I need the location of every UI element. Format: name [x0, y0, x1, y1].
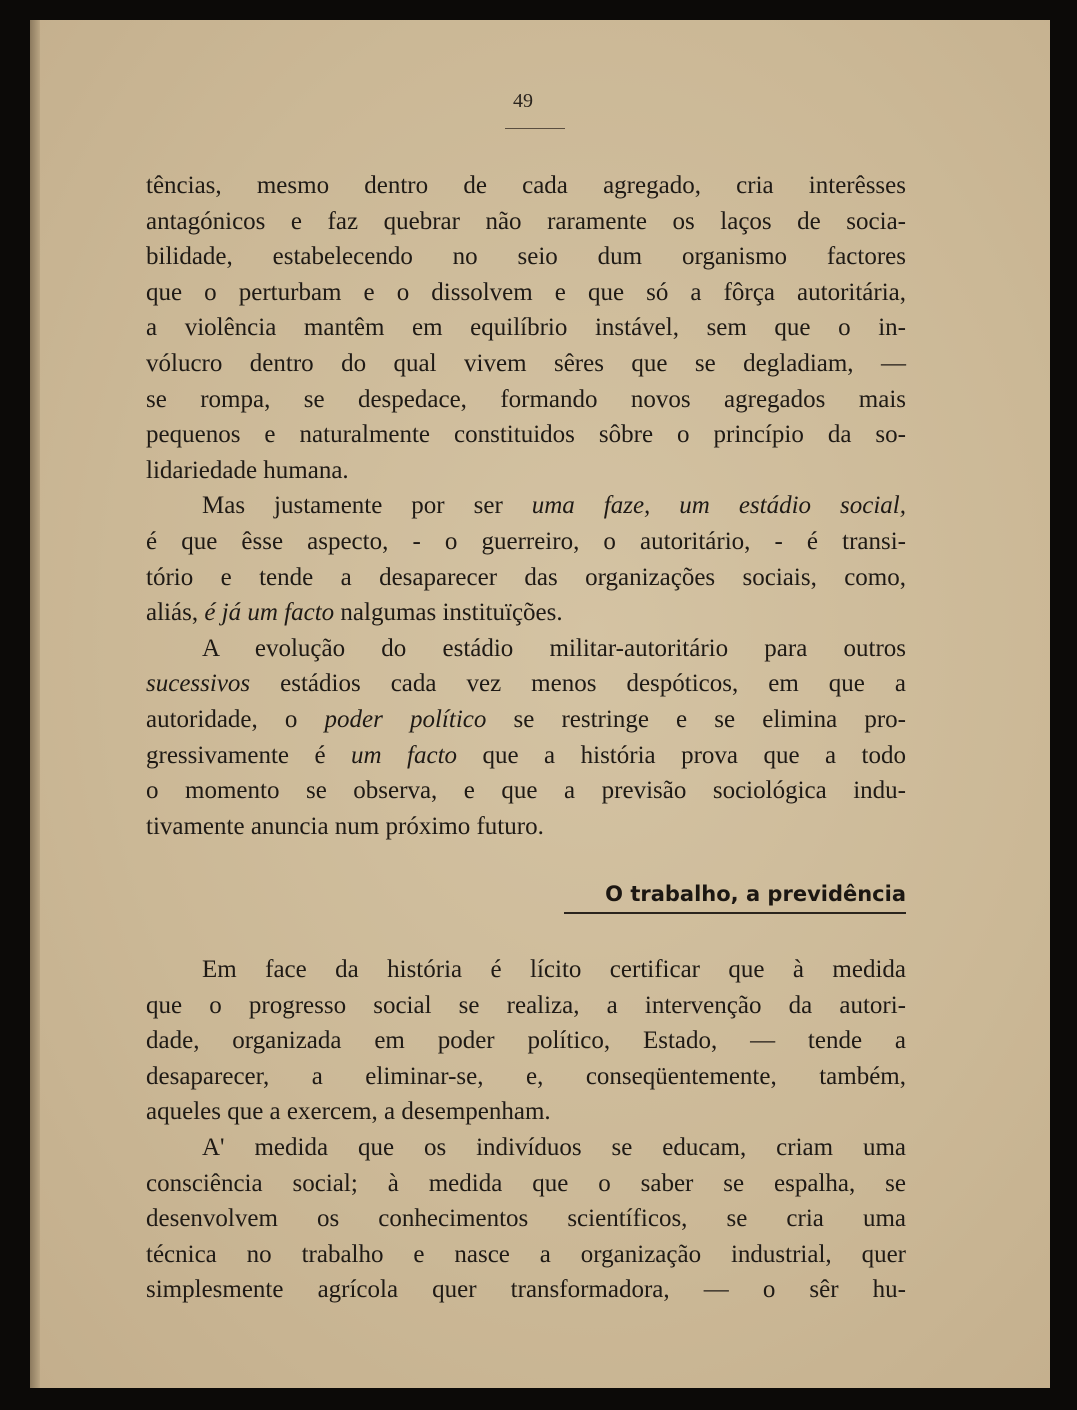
page-spine-shadow: [30, 20, 40, 1388]
text-run: nalgumas instituïções.: [334, 599, 563, 627]
text-line: se rompa, se despedace, formando novos agregados mais: [146, 385, 906, 413]
italic-run: é já um facto: [204, 599, 335, 627]
text-run: se restringe e se elimina pro-: [486, 705, 906, 733]
body-text-upper: [146, 168, 906, 844]
page-number-rule: [505, 128, 565, 129]
text-line: que o progresso social se realiza, a intervenção da autori-: [146, 991, 906, 1019]
text-line: desenvolvem os conhecimentos scientíficos, se cria uma: [146, 1205, 906, 1233]
text-line: A' medida que os indivíduos se educam, criam uma: [202, 1133, 906, 1161]
book-page: [30, 20, 1050, 1388]
text-line: consciência social; à medida que o saber se espalha, se: [146, 1169, 906, 1197]
text-line: tivamente anuncia num próximo futuro.: [146, 812, 544, 840]
text-line: tências, mesmo dentro de cada agregado, cria interêsses: [146, 172, 906, 199]
text-run: estádios cada vez menos despóticos, em que a: [250, 670, 906, 698]
page-number: 49: [513, 90, 533, 112]
text-line: antagónicos e faz quebrar não raramente os laços de socia-: [146, 207, 906, 235]
text-line: bilidade, estabelecendo no seio dum organismo factores: [146, 243, 906, 271]
italic-run: sucessivos: [146, 670, 251, 698]
italic-run: poder político: [324, 705, 487, 733]
text-line: [146, 738, 906, 774]
text-line: aqueles que a exercem, a desempenham.: [146, 1098, 551, 1126]
text-line: pequenos e naturalmente constituidos sôbre o princípio da so-: [146, 421, 906, 449]
text-line: que o perturbam e o dissolvem e que só a fôrça autoritária,: [146, 278, 906, 306]
text-run: que a história prova que a todo: [457, 741, 907, 769]
text-line: lidariedade humana.: [146, 456, 349, 484]
text-line: [146, 488, 906, 524]
italic-run: um facto: [351, 741, 458, 769]
text-line: [146, 666, 906, 702]
italic-run: uma faze, um estádio social,: [531, 492, 906, 520]
text-line: o momento se observa, e que a previsão sociológica indu-: [146, 777, 906, 805]
text-run: Mas justamente por ser: [202, 492, 532, 520]
text-line: A evolução do estádio militar-autoritário para outros: [202, 634, 906, 662]
text-line: desaparecer, a eliminar-se, e, conseqüentemente, também,: [146, 1062, 906, 1090]
body-text-lower: [146, 952, 906, 1308]
text-line: a violência mantêm em equilíbrio instável, sem que o in-: [146, 314, 906, 342]
text-line: [146, 702, 906, 738]
text-run: gressivamente é: [146, 741, 352, 769]
text-run: aliás,: [146, 599, 205, 627]
text-line: [146, 595, 906, 631]
text-line: vólucro dentro do qual vivem sêres que se degladiam, —: [146, 349, 906, 377]
text-line: simplesmente agrícola quer transformadora, — o sêr hu-: [146, 1276, 906, 1304]
text-run: autoridade, o: [146, 705, 325, 733]
section-heading-rule: [564, 912, 906, 914]
text-line: dade, organizada em poder político, Estado, — tende a: [146, 1027, 906, 1055]
section-heading: O trabalho, a previdência: [605, 882, 906, 906]
text-line: tório e tende a desaparecer das organizações sociais, como,: [146, 563, 906, 591]
text-line: é que êsse aspecto, - o guerreiro, o autoritário, - é transi-: [146, 527, 906, 555]
text-line: técnica no trabalho e nasce a organização industrial, quer: [146, 1240, 906, 1268]
text-line: Em face da história é lícito certificar que à medida: [202, 956, 906, 983]
